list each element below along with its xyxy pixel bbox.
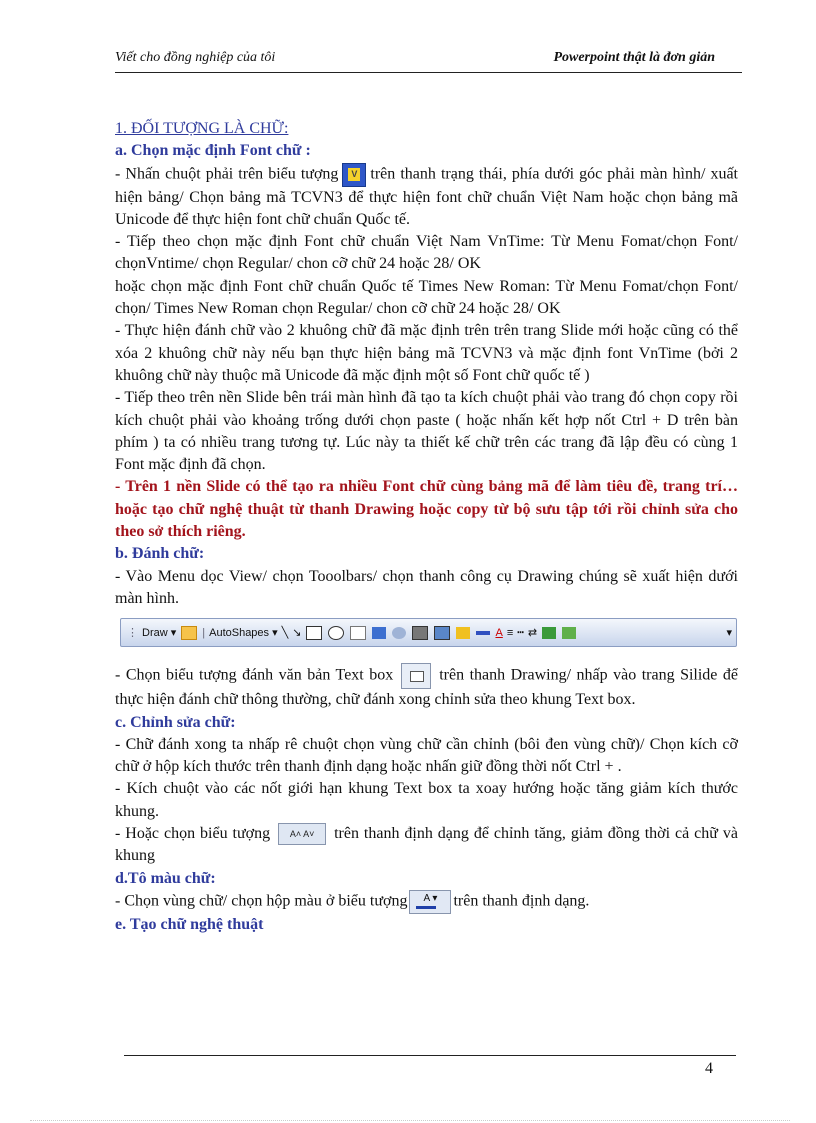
paragraph-b2	[115, 663, 738, 711]
toolbar-separator: |	[202, 626, 206, 639]
select-pointer-icon[interactable]	[181, 626, 197, 640]
shadow-icon[interactable]	[542, 627, 556, 639]
footer-rule	[124, 1055, 736, 1056]
toolbar-grip: ⋮	[127, 626, 138, 639]
wordart-icon[interactable]	[372, 627, 386, 639]
drawing-toolbar	[120, 618, 737, 647]
header-right-text: Powerpoint thật là đơn giản	[553, 50, 715, 65]
clipart-icon[interactable]	[412, 626, 428, 640]
paragraph-c3-end: trên thanh định dạng để chỉnh tăng, giảm đồng thời cả chữ và khung	[115, 825, 738, 865]
page-edge-divider	[30, 1120, 790, 1121]
diagram-icon[interactable]	[392, 627, 406, 639]
heading-d: d.Tô màu chữ:	[115, 869, 216, 887]
font-color-icon: A ▾	[409, 890, 451, 914]
paragraph-a3: hoặc chọn mặc định Font chữ chuẩn Quốc tế Times New Roman: Từ Menu Fomat/chọn Font/ chọn/ Times New Roman chọn Regular/ chon cỡ chữ 24 hoặc 28/ OK	[115, 277, 738, 318]
oval-icon[interactable]	[328, 626, 344, 640]
arrow-style-icon[interactable]: ⇄	[527, 626, 538, 639]
draw-menu-button[interactable]: Draw ▾	[142, 626, 177, 639]
heading-c: c. Chỉnh sửa chữ:	[115, 713, 236, 731]
font-size-grow-shrink-icon: A˄ A˅	[278, 823, 326, 845]
document-body	[115, 118, 738, 936]
section-title: 1. ĐỐI TƯỢNG LÀ CHỮ:	[115, 120, 289, 137]
arrow-icon[interactable]: ↘	[292, 626, 302, 639]
picture-icon[interactable]	[434, 626, 450, 640]
paragraph-d1-start: - Chọn vùng chữ/ chọn hộp màu ở biểu tượng	[115, 892, 408, 910]
line-style-icon[interactable]: ≡	[506, 626, 514, 639]
textbox-button-icon	[401, 663, 431, 689]
paragraph-a1	[115, 163, 738, 232]
paragraph-d1-end: trên thanh định dạng.	[453, 892, 590, 910]
rectangle-icon[interactable]	[306, 626, 322, 640]
font-status-icon-letter: V	[348, 168, 360, 181]
paragraph-a4: - Thực hiện đánh chữ vào 2 khuông chữ đã mặc định trên trên trang Slide mới hoặc cũng có thể xóa 2 khuông chữ này nếu bạn thực hiện bảng mã TCVN3 và mặc định font VnTime (bởi 2 khuông chữ này thuộc mã Unicode đã mặc định một số Font chữ quốc tế )	[115, 322, 738, 384]
autoshapes-menu-button[interactable]: AutoShapes ▾	[209, 626, 278, 639]
font-color-button[interactable]: A	[495, 626, 503, 639]
heading-a: a. Chọn mặc định Font chữ :	[115, 142, 311, 160]
paragraph-b2-start: - Chọn biểu tượng đánh văn bản Text box	[115, 666, 394, 684]
paragraph-a1-start: - Nhấn chuột phải trên biểu tượng	[115, 165, 339, 183]
fill-color-icon[interactable]	[456, 627, 470, 639]
paragraph-a2: - Tiếp theo chọn mặc định Font chữ chuẩn Việt Nam VnTime: Từ Menu Fomat/chọn Font/ chọnVntime/ chọn Regular/ chon cỡ chữ 24 hoặc 28/ OK	[115, 233, 738, 273]
paragraph-b1: - Vào Menu dọc View/ chọn Tooolbars/ chọn thanh công cụ Drawing chúng sẽ xuất hiện dưới màn hình.	[115, 567, 738, 607]
line-color-icon[interactable]	[476, 631, 490, 635]
paragraph-d1	[115, 890, 738, 914]
dash-style-icon[interactable]: ┅	[517, 626, 524, 639]
paragraph-c1: - Chữ đánh xong ta nhấp rê chuột chọn vùng chữ cần chỉnh (bôi đen vùng chữ)/ Chọn kích cỡ chữ ở hộp kích thước trên thanh định dạng hoặc nhấn giữ đồng thời nốt Ctrl + .	[115, 735, 738, 776]
paragraph-c3	[115, 823, 738, 868]
highlight-note: - Trên 1 nền Slide có thể tạo ra nhiều Font chữ cùng bảng mã để làm tiêu đề, trang trí…hoặc tạo chữ nghệ thuật từ thanh Drawing hoặc copy từ bộ sưu tập tới rồi chỉnh sửa cho theo sở thích riêng.	[115, 478, 738, 541]
page-header	[115, 50, 742, 73]
3d-style-icon[interactable]	[562, 627, 576, 639]
header-left-text: Viết cho đồng nghiệp của tôi	[115, 50, 276, 65]
heading-e: e. Tạo chữ nghệ thuật	[115, 915, 264, 933]
paragraph-c2: - Kích chuột vào các nốt giới hạn khung Text box ta xoay hướng hoặc tăng giảm kích thước khung.	[115, 780, 738, 820]
textbox-icon[interactable]	[350, 626, 366, 640]
font-status-icon	[342, 163, 366, 187]
page-number: 4	[705, 1060, 713, 1077]
toolbar-options-icon[interactable]: ▾	[726, 626, 732, 639]
paragraph-a1-end: trên thanh trạng thái, phía dưới góc phải màn hình/ xuất hiện bảng/ Chọn bảng mã TCVN3 để thực hiện font chữ chuẩn Việt Nam hoặc chọn bảng mã Unicode để thực hiện font chữ chuẩn Quốc tế.	[115, 165, 738, 228]
paragraph-b2-end: trên thanh Drawing/ nhấp vào trang Silide để thực hiện đánh chữ thông thường, chữ đánh xong chỉnh sửa theo khung Text box.	[115, 666, 738, 709]
line-icon[interactable]: ╲	[281, 626, 289, 639]
paragraph-a5: - Tiếp theo trên nền Slide bên trái màn hình đã tạo ta kích chuột phải vào trang đó chọn copy rồi kích chuột phải vào khoảng trống dưới chọn paste ( hoặc nhấn kết hợp nốt Ctrl + D trên bàn phím ) ta có nhiều trang tương tự. Lúc này ta thiết kế chữ trên các trang đã lập đều có cùng 1 Font mặc định đã chọn.	[115, 389, 738, 474]
heading-b: b. Đánh chữ:	[115, 545, 205, 563]
paragraph-c3-start: - Hoặc chọn biểu tượng	[115, 825, 271, 843]
